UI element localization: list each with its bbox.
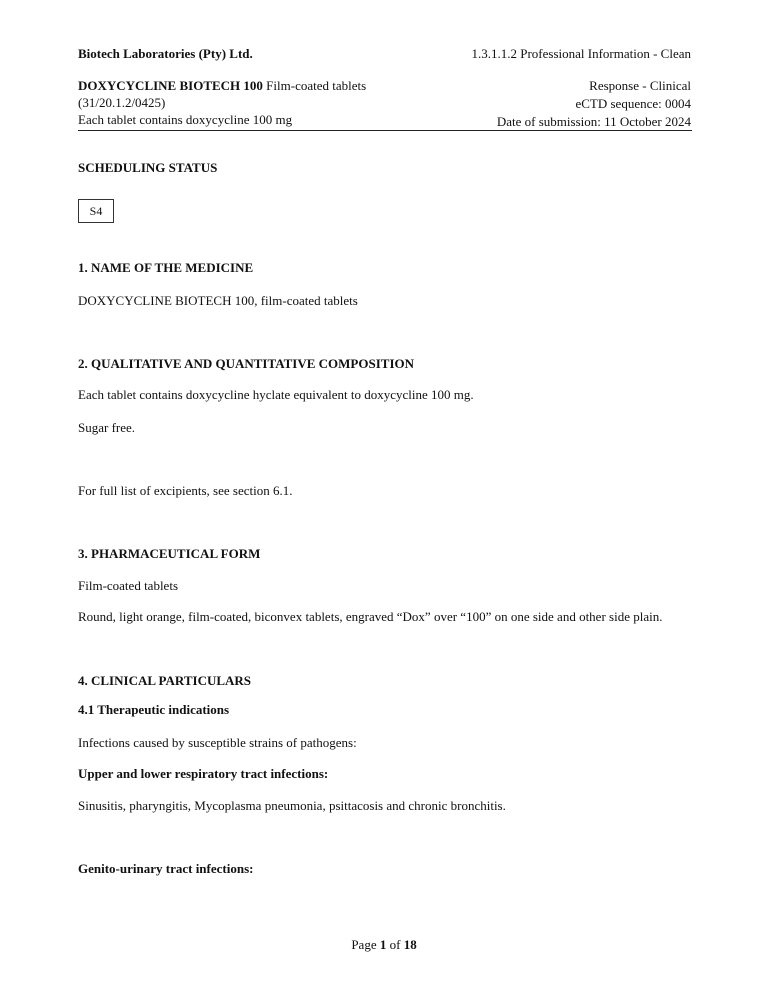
tablet-description: Round, light orange, film-coated, biconvex tablets, engraved “Dox” over “100” on one side and other side plain. bbox=[78, 609, 663, 624]
submission-date: Date of submission: 11 October 2024 bbox=[496, 114, 691, 129]
page-label: Page bbox=[351, 937, 380, 952]
ectd-sequence: eCTD sequence: 0004 bbox=[575, 96, 691, 111]
composition-text: Each tablet contains doxycycline hyclate equivalent to doxycycline 100 mg. bbox=[78, 387, 474, 402]
company-name: Biotech Laboratories (Pty) Ltd. bbox=[78, 46, 253, 61]
page-number bbox=[0, 937, 768, 953]
header-divider bbox=[78, 130, 692, 131]
sugar-free-text: Sugar free. bbox=[78, 420, 136, 435]
tablet-contents: Each tablet contains doxycycline 100 mg bbox=[78, 112, 293, 127]
section-1-heading: 1. NAME OF THE MEDICINE bbox=[78, 260, 254, 275]
product-form: Film-coated tablets bbox=[262, 78, 367, 93]
document-section-label: 1.3.1.1.2 Professional Information - Clean bbox=[471, 46, 691, 61]
respiratory-infections-text: Sinusitis, pharyngitis, Mycoplasma pneumonia, psittacosis and chronic bronchitis. bbox=[78, 798, 506, 813]
respiratory-infections-heading: Upper and lower respiratory tract infections: bbox=[78, 766, 329, 781]
registration-number: (31/20.1.2/0425) bbox=[78, 95, 166, 110]
medicine-name-text: DOXYCYCLINE BIOTECH 100, film-coated tablets bbox=[78, 293, 358, 308]
section-4-heading: 4. CLINICAL PARTICULARS bbox=[78, 673, 252, 688]
therapeutic-indications-heading: 4.1 Therapeutic indications bbox=[78, 702, 230, 717]
scheduling-status-box: S4 bbox=[78, 199, 114, 223]
excipients-reference: For full list of excipients, see section 6.1. bbox=[78, 483, 293, 498]
section-3-heading: 3. PHARMACEUTICAL FORM bbox=[78, 546, 261, 561]
scheduling-heading: SCHEDULING STATUS bbox=[78, 160, 218, 175]
page-of: of bbox=[386, 937, 404, 952]
response-label: Response - Clinical bbox=[589, 78, 691, 93]
page-current: 1 bbox=[379, 937, 387, 952]
genito-urinary-heading: Genito-urinary tract infections: bbox=[78, 861, 254, 876]
product-title bbox=[78, 78, 366, 94]
page-total: 18 bbox=[403, 937, 417, 952]
indications-intro: Infections caused by susceptible strains of pathogens: bbox=[78, 735, 357, 750]
pharmaceutical-form-text: Film-coated tablets bbox=[78, 578, 179, 593]
product-name: DOXYCYCLINE BIOTECH 100 bbox=[78, 78, 263, 93]
section-2-heading: 2. QUALITATIVE AND QUANTITATIVE COMPOSITION bbox=[78, 356, 415, 371]
